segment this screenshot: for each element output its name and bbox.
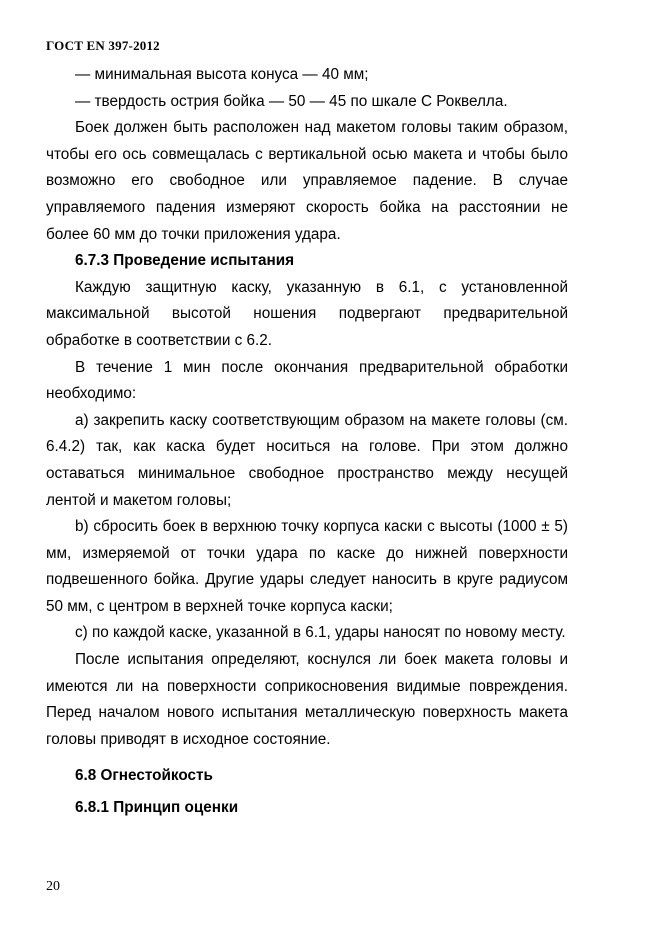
page-number: 20 — [46, 879, 60, 894]
dash-item: — минимальная высота конуса — 40 мм; — [75, 66, 369, 83]
section-heading: 6.8 Огнестойкость — [75, 767, 213, 785]
dash-item: — твердость острия бойка — 50 — 45 по шкале С Роквелла. — [75, 92, 508, 110]
document-header: ГОСТ EN 397-2012 — [46, 38, 160, 53]
list-item-b: b) сбросить боек в верхнюю точку корпуса каски с высоты (1000 ± 5) мм, измеряемой от точки удара по каске до нижней поверхности подвешенного бойка. Другие удары следует наносить в круге радиусом 50 мм, с центром в верхней точке корпуса каски; — [46, 518, 568, 615]
list-item-a: a) закрепить каску соответствующим образом на макете головы (см. 6.4.2) так, как каска будет носиться на голове. При этом должно оставаться минимальное свободное пространство между несущей лентой и макетом головы; — [46, 411, 568, 509]
section-heading: 6.8.1 Принцип оценки — [75, 799, 239, 817]
section-heading: 6.7.3 Проведение испытания — [75, 252, 295, 270]
paragraph: Каждую защитную каску, указанную в 6.1, с установленной максимальной высотой ношения подвергают предварительной обработке в соответствии с 6.2. — [46, 278, 568, 349]
list-item-c: c) по каждой каске, указанной в 6.1, удары наносят по новому месту. — [75, 624, 566, 642]
document-body — [46, 62, 568, 822]
paragraph: В течение 1 мин после окончания предварительной обработки необходимо: — [46, 358, 568, 403]
paragraph: После испытания определяют, коснулся ли боек макета головы и имеются ли на поверхности соприкосновения видимые повреждения. Перед началом нового испытания металлическую поверхность макета головы приводят в исходное состояние. — [46, 651, 568, 748]
paragraph: Боек должен быть расположен над макетом головы таким образом, чтобы его ось совмещалась с вертикальной осью макета и чтобы было возможно его свободное или управляемое падение. В случае управляемого падения измеряют скорость бойка на расстоянии не более 60 мм до точки приложения удара. — [46, 119, 568, 243]
spacer — [46, 753, 568, 763]
